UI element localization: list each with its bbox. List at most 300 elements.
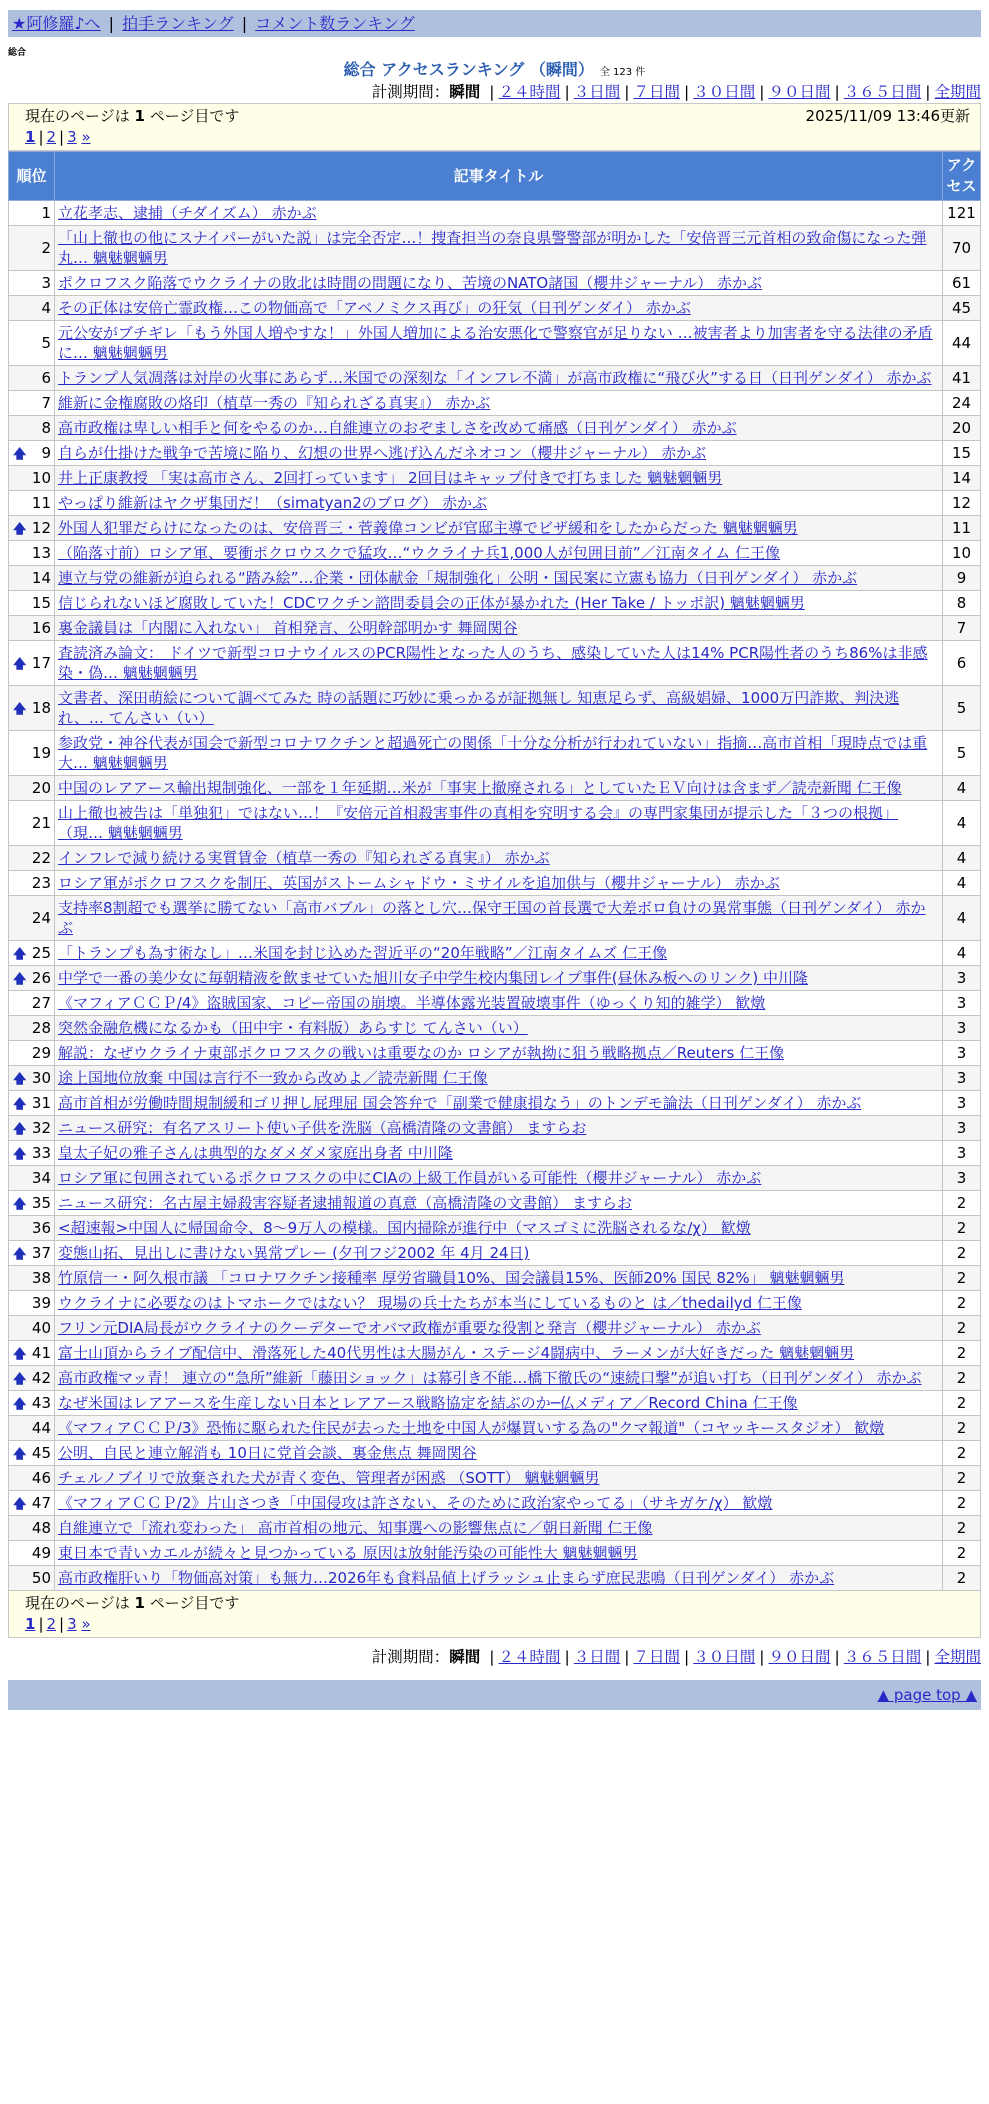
rank-number: 23 — [31, 874, 51, 892]
title-cell — [55, 1041, 943, 1066]
table-row — [9, 731, 981, 776]
rank-number: 47 — [31, 1494, 51, 1512]
rank-cell — [9, 271, 55, 296]
period-active: 瞬間 — [449, 83, 481, 101]
access-count: 4 — [943, 801, 981, 846]
article-link[interactable]: 連立与党の維新が迫られる“踏み絵”…企業・団体献金「規制強化」公明・国民案に立憲も協力（日刊ゲンダイ） 赤かぶ — [58, 569, 858, 587]
access-count: 3 — [943, 966, 981, 991]
article-link[interactable]: 竹原信一・阿久根市議 「コロナワクチン接種率 厚労省職員10%、国会議員15%、医師20% 国民 82%」 魑魅魍魎男 — [58, 1269, 845, 1287]
rank-number: 35 — [31, 1194, 51, 1212]
article-link[interactable]: （陥落寸前）ロシア軍、要衝ポクロウスクで猛攻…“ウクライナ兵1,000人が包囲目前”／江南タイム 仁王像 — [58, 544, 781, 562]
rank-cell — [9, 1441, 55, 1466]
rank-number: 39 — [31, 1294, 51, 1312]
article-link[interactable]: チェルノブイリで放棄された犬が青く変色、管理者が困惑 （SOTT） 魑魅魍魎男 — [58, 1469, 600, 1487]
table-row — [9, 1441, 981, 1466]
rank-cell — [9, 321, 55, 366]
access-count: 2 — [943, 1241, 981, 1266]
article-link[interactable]: 高市政権は卑しい相手と何をやるのか…自維連立のおぞましさを改めて痛感（日刊ゲンダイ） 赤かぶ — [58, 419, 737, 437]
rank-number: 28 — [31, 1019, 51, 1037]
rank-number: 11 — [31, 494, 51, 512]
period-separator: | — [624, 83, 630, 101]
access-count: 4 — [943, 776, 981, 801]
title-cell — [55, 591, 943, 616]
title-cell — [55, 1366, 943, 1391]
article-link[interactable]: 解説：なぜウクライナ東部ポクロフスクの戦いは重要なのか ロシアが執拗に狙う戦略拠点／Reuters 仁王像 — [58, 1044, 785, 1062]
rank-cell — [9, 1041, 55, 1066]
table-row — [9, 1291, 981, 1316]
title-cell — [55, 1441, 943, 1466]
period-link[interactable]: ９０日間 — [768, 83, 831, 101]
access-count: 3 — [943, 1066, 981, 1091]
article-link[interactable]: 中国のレアアース輸出規制強化、一部を１年延期…米が「事実上撤廃される」としていたＥＶ向けは含まず／読売新聞 仁王像 — [58, 779, 902, 797]
access-count: 24 — [943, 391, 981, 416]
access-count: 12 — [943, 491, 981, 516]
article-link[interactable]: 《マフィアＣＣＰ/3》恐怖に駆られた住民が去った土地を中国人が爆買いする為の"クマ報道"（コヤッキースタジオ） 歓燉 — [58, 1419, 885, 1437]
article-link[interactable]: 参政党・神谷代表が国会で新型コロナワクチンと超過死亡の関係「十分な分析が行われていない」指摘…高市首相「現時点では重大… 魑魅魍魎男 — [58, 734, 928, 772]
access-count: 10 — [943, 541, 981, 566]
period-separator: | — [489, 83, 495, 101]
page-title-text: 総合 アクセスランキング （瞬間） — [343, 60, 594, 79]
rank-up-arrow-icon: 🡅 — [13, 1147, 27, 1162]
table-row — [9, 1041, 981, 1066]
article-link[interactable]: 井上正康教授 「実は高市さん、2回打っています」 2回目はキャップ付きで打ちました 魑魅魍魎男 — [58, 469, 723, 487]
table-row — [9, 896, 981, 941]
article-link[interactable]: 立花孝志、逮捕（チダイズム） 赤かぶ — [58, 204, 317, 222]
page-separator: | — [59, 1615, 65, 1633]
article-link[interactable]: <超速報>中国人に帰国命令、8～9万人の模様。国内掃除が進行中（マスゴミに洗脳されるな/χ） 歓燉 — [58, 1219, 751, 1237]
period-selector — [8, 81, 981, 103]
table-row — [9, 1166, 981, 1191]
period-separator: | — [925, 1648, 931, 1666]
title-cell — [55, 1066, 943, 1091]
article-link[interactable]: ロシア軍がポクロフスクを制圧、英国がストームシャドウ・ミサイルを追加供与（櫻井ジャーナル） 赤かぶ — [58, 874, 780, 892]
access-count: 3 — [943, 1091, 981, 1116]
rank-cell — [9, 201, 55, 226]
period-separator: | — [624, 1648, 630, 1666]
rank-cell — [9, 1391, 55, 1416]
page-link[interactable]: 2 — [46, 1615, 57, 1633]
rank-cell — [9, 1116, 55, 1141]
access-count: 44 — [943, 321, 981, 366]
page-link[interactable]: 3 — [67, 1615, 77, 1633]
table-row — [9, 1066, 981, 1091]
nav-clap-ranking-link[interactable]: 拍手ランキング — [122, 14, 234, 33]
article-link[interactable]: 外国人犯罪だらけになったのは、安倍晋三・菅義偉コンビが官邸主導でビザ緩和をしたからだった 魑魅魍魎男 — [58, 519, 798, 537]
access-count: 3 — [943, 1016, 981, 1041]
rank-cell — [9, 1166, 55, 1191]
rank-cell — [9, 871, 55, 896]
rank-number: 29 — [31, 1044, 51, 1062]
rank-up-arrow-icon: 🡅 — [13, 1347, 27, 1362]
access-count: 15 — [943, 441, 981, 466]
table-row — [9, 801, 981, 846]
article-link[interactable]: 元公安がブチギレ「もう外国人増やすな！」外国人増加による治安悪化で警察官が足りない …被害者より加害者を守る法律の矛盾に… 魑魅魍魎男 — [58, 324, 933, 362]
table-row — [9, 296, 981, 321]
page-title — [0, 59, 989, 81]
next-page-link[interactable]: » — [81, 128, 91, 146]
period-link[interactable]: ７日間 — [633, 1648, 680, 1666]
nav-comment-ranking-link[interactable]: コメント数ランキング — [255, 14, 415, 33]
access-count: 2 — [943, 1516, 981, 1541]
title-cell — [55, 1141, 943, 1166]
pager-bottom — [8, 1591, 981, 1638]
rank-cell — [9, 846, 55, 871]
rank-cell — [9, 941, 55, 966]
page-link[interactable]: 3 — [67, 128, 77, 146]
access-count: 121 — [943, 201, 981, 226]
article-link[interactable]: 信じられないほど腐敗していた！CDCワクチン諮問委員会の正体が暴かれた (Her Take / トッポ訳) 魑魅魍魎男 — [58, 594, 805, 612]
header-access: アクセス — [943, 152, 981, 201]
title-cell — [55, 1516, 943, 1541]
rank-number: 5 — [41, 334, 51, 352]
title-cell — [55, 1191, 943, 1216]
rank-number: 20 — [31, 779, 51, 797]
title-cell — [55, 1391, 943, 1416]
title-cell — [55, 1016, 943, 1041]
access-count: 4 — [943, 896, 981, 941]
access-count: 3 — [943, 1041, 981, 1066]
period-link[interactable]: ３日間 — [573, 83, 621, 101]
rank-cell — [9, 616, 55, 641]
rank-up-arrow-icon: 🡅 — [13, 1447, 27, 1462]
access-count: 11 — [943, 516, 981, 541]
table-row — [9, 226, 981, 271]
rank-cell — [9, 1491, 55, 1516]
access-count: 7 — [943, 616, 981, 641]
article-link[interactable]: 自らが仕掛けた戦争で苦境に陥り、幻想の世界へ逃げ込んだネオコン（櫻井ジャーナル） 赤かぶ — [58, 444, 707, 462]
article-link[interactable]: 文書者、深田萌絵について調べてみた 時の話題に巧妙に乗っかるが証拠無し 知恵足らず、高級娼婦、1000万円詐欺、判決逃れ、… てんさい（い） — [58, 689, 900, 727]
current-page-text: 現在のページは 1 ページ目です — [25, 1594, 240, 1612]
table-row — [9, 871, 981, 896]
rank-cell — [9, 516, 55, 541]
article-link[interactable]: ロシア軍に包囲されているポクロフスクの中にCIAの上級工作員がいる可能性（櫻井ジャーナル） 赤かぶ — [58, 1169, 762, 1187]
title-cell — [55, 641, 943, 686]
access-count: 2 — [943, 1191, 981, 1216]
period-link[interactable]: ３０日間 — [693, 83, 756, 101]
title-cell — [55, 1291, 943, 1316]
rank-number: 12 — [31, 519, 51, 537]
article-link[interactable]: 「トランプも為す術なし」…米国を封じ込めた習近平の“20年戦略”／江南タイムズ 仁王像 — [58, 944, 668, 962]
rank-cell — [9, 641, 55, 686]
next-page-link[interactable]: » — [81, 1615, 91, 1633]
access-count: 2 — [943, 1266, 981, 1291]
article-link[interactable]: 裏金議員は「内閣に入れない」 首相発言、公明幹部明かす 舞岡関谷 — [58, 619, 518, 637]
table-row — [9, 1341, 981, 1366]
rank-cell — [9, 296, 55, 321]
article-link[interactable]: 査読済み論文： ドイツで新型コロナウイルスのPCR陽性となった人のうち、感染していた人は14% PCR陽性者のうち86%は非感染・偽… 魑魅魍魎男 — [58, 644, 928, 682]
rank-cell — [9, 1191, 55, 1216]
period-separator: | — [489, 1648, 495, 1666]
access-count: 5 — [943, 731, 981, 776]
article-link[interactable]: 維新に金権腐敗の烙印（植草一秀の『知られざる真実』） 赤かぶ — [58, 394, 491, 412]
page-link[interactable]: 1 — [25, 128, 36, 146]
article-link[interactable]: フリン元DIA局長がウクライナのクーデターでオバマ政権が重要な役割と発言（櫻井ジャーナル） 赤かぶ — [58, 1319, 761, 1337]
rank-up-arrow-icon: 🡅 — [13, 522, 27, 537]
article-link[interactable]: ポクロフスク陥落でウクライナの敗北は時間の問題になり、苦境のNATO諸国（櫻井ジャーナル） 赤かぶ — [58, 274, 762, 292]
period-separator: | — [759, 1648, 765, 1666]
table-row — [9, 1266, 981, 1291]
rank-number: 31 — [31, 1094, 51, 1112]
table-row — [9, 1366, 981, 1391]
title-cell — [55, 1416, 943, 1441]
period-link[interactable]: ３６５日間 — [843, 83, 922, 101]
table-row — [9, 1141, 981, 1166]
table-row — [9, 1216, 981, 1241]
rank-cell — [9, 491, 55, 516]
access-count: 4 — [943, 941, 981, 966]
rank-number: 22 — [31, 849, 51, 867]
rank-up-arrow-icon: 🡅 — [13, 972, 27, 987]
article-link[interactable]: 自維連立で「流れ変わった」 高市首相の地元、知事選への影響焦点に／朝日新聞 仁王像 — [58, 1519, 653, 1537]
rank-cell — [9, 776, 55, 801]
access-count: 2 — [943, 1216, 981, 1241]
period-label: 計測期間： — [371, 83, 450, 101]
rank-cell — [9, 1316, 55, 1341]
article-link[interactable]: なぜ米国はレアアースを生産しない日本とレアアース戦略協定を結ぶのか─仏メディア／Record China 仁王像 — [58, 1394, 798, 1412]
period-separator: | — [834, 1648, 840, 1666]
page-top-link[interactable]: ▲ page top ▲ — [877, 1686, 977, 1704]
page-link[interactable]: 1 — [25, 1615, 36, 1633]
rank-up-arrow-icon: 🡅 — [13, 1122, 27, 1137]
title-cell — [55, 731, 943, 776]
title-cell — [55, 776, 943, 801]
top-nav-bar — [8, 10, 981, 37]
table-row — [9, 591, 981, 616]
access-count: 2 — [943, 1341, 981, 1366]
rank-cell — [9, 1241, 55, 1266]
rank-number: 19 — [31, 744, 51, 762]
period-separator: | — [684, 83, 690, 101]
access-count: 8 — [943, 591, 981, 616]
article-link[interactable]: トランプ人気凋落は対岸の火事にあらず…米国での深刻な「インフレ不満」が高市政権に“飛び火”する日（日刊ゲンダイ） 赤かぶ — [58, 369, 932, 387]
rank-cell — [9, 1141, 55, 1166]
rank-cell — [9, 1566, 55, 1591]
rank-up-arrow-icon: 🡅 — [13, 1072, 27, 1087]
access-count: 4 — [943, 846, 981, 871]
title-cell — [55, 441, 943, 466]
table-row — [9, 1391, 981, 1416]
rank-up-arrow-icon: 🡅 — [13, 1397, 27, 1412]
table-row — [9, 1191, 981, 1216]
rank-number: 37 — [31, 1244, 51, 1262]
rank-cell — [9, 801, 55, 846]
period-separator: | — [925, 83, 931, 101]
title-cell — [55, 1166, 943, 1191]
title-cell — [55, 871, 943, 896]
rank-cell — [9, 1416, 55, 1441]
rank-number: 34 — [31, 1169, 51, 1187]
period-link[interactable]: ３０日間 — [693, 1648, 756, 1666]
table-row — [9, 441, 981, 466]
title-cell — [55, 541, 943, 566]
ranking-table — [8, 151, 981, 1591]
table-row — [9, 541, 981, 566]
table-row — [9, 1416, 981, 1441]
article-link[interactable]: インフレで減り続ける実質賃金（植草一秀の『知られざる真実』） 赤かぶ — [58, 849, 550, 867]
header-rank: 順位 — [9, 152, 55, 201]
rank-number: 44 — [31, 1419, 51, 1437]
article-link[interactable]: 変態山拓、見出しに書けない異常プレー (夕刊フジ2002 年 4月 24日) — [58, 1244, 530, 1262]
period-link[interactable]: 全期間 — [934, 83, 981, 101]
article-link[interactable]: 高市政権マッ青！ 連立の“急所”維新「藤田ショック」は幕引き不能…橋下徹氏の“速続口撃”が追い打ち（日刊ゲンダイ） 赤かぶ — [58, 1369, 922, 1387]
page-link[interactable]: 2 — [46, 128, 57, 146]
article-link[interactable]: 《マフィアＣＣＰ/2》片山さつき「中国侵攻は許さない、そのために政治家やってる」（サキガケ/χ） 歓燉 — [58, 1494, 773, 1512]
rank-number: 17 — [31, 654, 51, 672]
pager-top — [8, 103, 981, 151]
rank-number: 16 — [31, 619, 51, 637]
nav-home-link[interactable]: ★阿修羅♪へ — [12, 14, 101, 33]
rank-number: 30 — [31, 1069, 51, 1087]
rank-number: 36 — [31, 1219, 51, 1237]
page-separator: | — [59, 128, 65, 146]
period-link[interactable]: ３６５日間 — [843, 1648, 922, 1666]
title-cell — [55, 1091, 943, 1116]
article-link[interactable]: 東日本で青いカエルが続々と見つかっている 原因は放射能汚染の可能性大 魑魅魍魎男 — [58, 1544, 638, 1562]
article-link[interactable]: 山上徹也被告は「単独犯」ではない…！『安倍元首相殺害事件の真相を究明する会』の専門家集団が提示した「３つの根拠」 （現… 魑魅魍魎男 — [58, 804, 899, 842]
title-cell — [55, 1491, 943, 1516]
period-link[interactable]: 全期間 — [934, 1648, 981, 1666]
title-cell — [55, 201, 943, 226]
rank-number: 41 — [31, 1344, 51, 1362]
table-row — [9, 271, 981, 296]
rank-up-arrow-icon: 🡅 — [13, 1372, 27, 1387]
article-link[interactable]: 皇太子妃の雅子さんは典型的なダメダメ家庭出身者 中川隆 — [58, 1144, 453, 1162]
table-row — [9, 616, 981, 641]
title-cell — [55, 1216, 943, 1241]
table-row — [9, 1491, 981, 1516]
rank-cell — [9, 441, 55, 466]
table-row — [9, 466, 981, 491]
period-link[interactable]: ２４時間 — [498, 83, 561, 101]
rank-cell — [9, 731, 55, 776]
title-cell — [55, 991, 943, 1016]
article-link[interactable]: ウクライナに必要なのはトマホークではない？ 現場の兵士たちが本当にしているものと は／thedailyd 仁王像 — [58, 1294, 802, 1312]
rank-up-arrow-icon: 🡅 — [13, 447, 27, 462]
title-cell — [55, 1341, 943, 1366]
table-row — [9, 1316, 981, 1341]
ranking-body — [9, 201, 981, 1591]
article-link[interactable]: 突然金融危機になるかも（田中宇・有料版）あらすじ てんさい（い） — [58, 1019, 528, 1037]
access-count: 4 — [943, 871, 981, 896]
table-row — [9, 776, 981, 801]
article-link[interactable]: 中学で一番の美少女に毎朝精液を飲ませていた旭川女子中学生校内集団レイプ事件(昼休み板へのリンク) 中川隆 — [58, 969, 808, 987]
rank-cell — [9, 416, 55, 441]
table-row — [9, 846, 981, 871]
rank-number: 7 — [41, 394, 51, 412]
access-count: 2 — [943, 1566, 981, 1591]
title-cell — [55, 491, 943, 516]
period-link[interactable]: ３日間 — [573, 1648, 621, 1666]
access-count: 2 — [943, 1316, 981, 1341]
title-cell — [55, 321, 943, 366]
article-link[interactable]: 富士山頂からライブ配信中、滑落死した40代男性は大腸がん・ステージ4闘病中、ラーメンが大好きだった 魑魅魍魎男 — [58, 1344, 855, 1362]
article-link[interactable]: やっぱり維新はヤクザ集団だ！（simatyan2のブログ） 赤かぶ — [58, 494, 488, 512]
rank-number: 15 — [31, 594, 51, 612]
access-count: 2 — [943, 1416, 981, 1441]
table-row — [9, 686, 981, 731]
rank-number: 38 — [31, 1269, 51, 1287]
title-cell — [55, 896, 943, 941]
title-cell — [55, 616, 943, 641]
title-cell — [55, 516, 943, 541]
period-separator: | — [684, 1648, 690, 1666]
rank-number: 6 — [41, 369, 51, 387]
article-link[interactable]: その正体は安倍亡霊政権…この物価高で「アベノミクス再び」の狂気（日刊ゲンダイ） 赤かぶ — [58, 299, 691, 317]
rank-cell — [9, 1091, 55, 1116]
title-cell — [55, 391, 943, 416]
table-row — [9, 416, 981, 441]
article-link[interactable]: 高市政権肝いり「物価高対策」も無力…2026年も食料品値上げラッシュ止まらず庶民悲鳴（日刊ゲンダイ） 赤かぶ — [58, 1569, 835, 1587]
rank-cell — [9, 1216, 55, 1241]
updated-timestamp: 2025/11/09 13:46更新 — [805, 107, 970, 125]
access-count: 61 — [943, 271, 981, 296]
article-link[interactable]: 「山上徹也の他にスナイパーがいた説」は完全否定…！捜査担当の奈良県警警部が明かした「安倍晋三元首相の致命傷になった弾丸… 魑魅魍魎男 — [58, 229, 927, 267]
rank-up-arrow-icon: 🡅 — [13, 702, 27, 717]
nav-separator: | — [108, 14, 115, 33]
article-link[interactable]: 支持率8割超でも選挙に勝てない「高市バブル」の落とし穴…保守王国の首長選で大差ボロ負けの異常事態（日刊ゲンダイ） 赤かぶ — [58, 899, 926, 937]
title-cell — [55, 846, 943, 871]
section-label: 総合 — [8, 48, 27, 58]
table-row — [9, 1091, 981, 1116]
article-link[interactable]: ニュース研究：名古屋主婦殺害容疑者逮捕報道の真意（高橋清隆の文書館） ますらお — [58, 1194, 633, 1212]
access-count: 6 — [943, 641, 981, 686]
rank-number: 46 — [31, 1469, 51, 1487]
table-row — [9, 391, 981, 416]
total-count: 全 123 件 — [599, 67, 646, 78]
table-row — [9, 641, 981, 686]
access-count: 3 — [943, 1141, 981, 1166]
period-link[interactable]: ２４時間 — [498, 1648, 561, 1666]
rank-up-arrow-icon: 🡅 — [13, 947, 27, 962]
page-links — [25, 127, 970, 148]
table-row — [9, 1566, 981, 1591]
rank-number: 4 — [41, 299, 51, 317]
article-link[interactable]: 高市首相が労働時間規制緩和ゴリ押し屁理屈 国会答弁で「副業で健康損なう」のトンデモ論法（日刊ゲンダイ） 赤かぶ — [58, 1094, 862, 1112]
period-selector-bottom — [8, 1646, 981, 1668]
table-row — [9, 1116, 981, 1141]
rank-cell — [9, 1066, 55, 1091]
rank-up-arrow-icon: 🡅 — [13, 1097, 27, 1112]
table-row — [9, 1241, 981, 1266]
rank-cell — [9, 896, 55, 941]
table-row — [9, 966, 981, 991]
rank-number: 1 — [41, 204, 51, 222]
rank-cell — [9, 1291, 55, 1316]
table-row — [9, 1466, 981, 1491]
rank-cell — [9, 1266, 55, 1291]
access-count: 45 — [943, 296, 981, 321]
period-link[interactable]: ９０日間 — [768, 1648, 831, 1666]
rank-number: 9 — [41, 444, 51, 462]
rank-cell — [9, 541, 55, 566]
article-link[interactable]: ニュース研究：有名アスリート使い子供を洗脳（高橋清隆の文書館） ますらお — [58, 1119, 587, 1137]
rank-number: 50 — [31, 1569, 51, 1587]
access-count: 9 — [943, 566, 981, 591]
title-cell — [55, 966, 943, 991]
rank-up-arrow-icon: 🡅 — [13, 1497, 27, 1512]
period-link[interactable]: ７日間 — [633, 83, 680, 101]
article-link[interactable]: 途上国地位放棄 中国は言行不一致から改めよ／読売新聞 仁王像 — [58, 1069, 488, 1087]
title-cell — [55, 366, 943, 391]
period-label: 計測期間： — [371, 1648, 450, 1666]
article-link[interactable]: 《マフィアＣＣＰ/4》盗賊国家、コピー帝国の崩壊。半導体露光装置破壊事件（ゆっくり知的雑学） 歓燉 — [58, 994, 766, 1012]
rank-number: 42 — [31, 1369, 51, 1387]
access-count: 2 — [943, 1291, 981, 1316]
article-link[interactable]: 公明、自民と連立解消も 10日に党首会談、裏金焦点 舞岡関谷 — [58, 1444, 477, 1462]
table-row — [9, 991, 981, 1016]
rank-cell — [9, 466, 55, 491]
header-title: 記事タイトル — [55, 152, 943, 201]
